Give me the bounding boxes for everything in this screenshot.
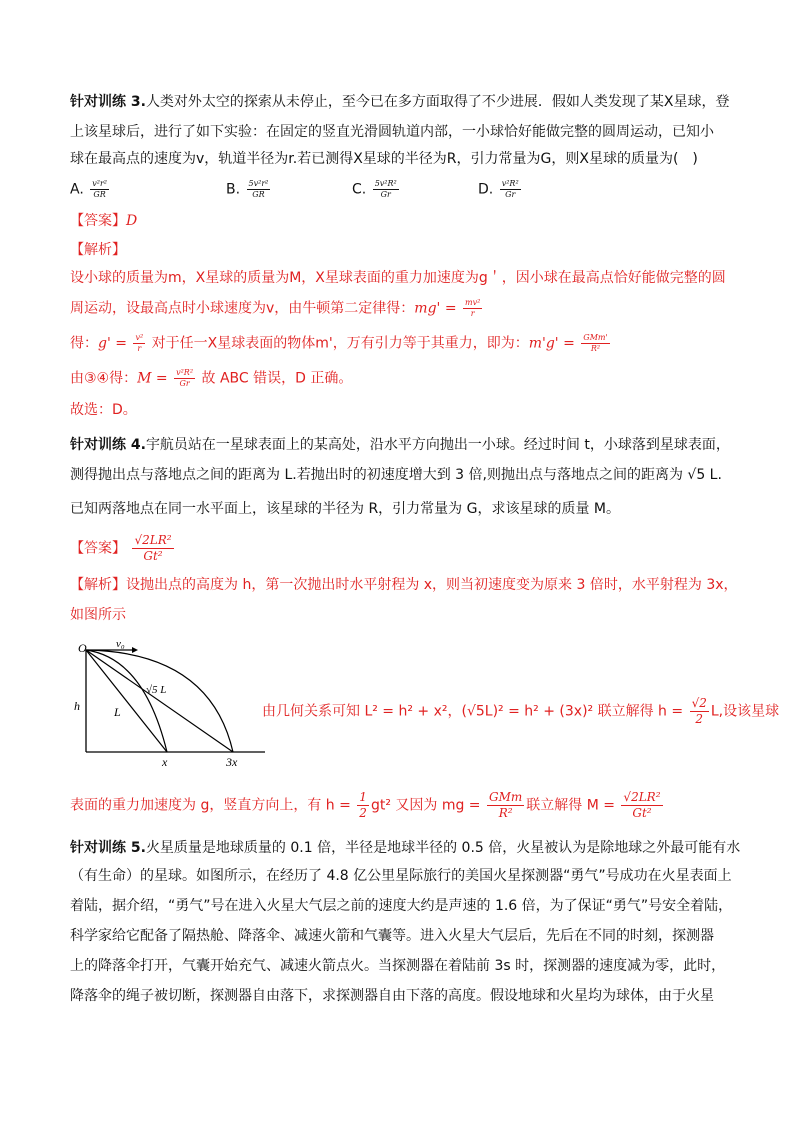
q3-analysis-1: 设小球的质量为m，X星球的质量为M，X星球表面的重力加速度为g＇，因小球在最高点恰好能做完整的圆 — [70, 270, 726, 286]
q4-geo-fraction: $\frac{√2}{2}$ — [691, 696, 707, 726]
label-L: L — [114, 705, 121, 719]
option-a-fraction: $\frac{\text{v²r²}}{GR}$ — [92, 179, 107, 199]
option-c-fraction: $\frac{\text{5v²R²}}{Gr}$ — [374, 179, 397, 199]
q4-half-fraction: $\frac{1}{2}$ — [359, 790, 367, 820]
q3-a3-fraction-2: $\frac{\text{GMm'}}{\text{R²}}$ — [583, 333, 608, 353]
q3-line3: 球在最高点的速度为v，轨道半径为r.若已测得X星球的半径为R，引力常量为G，则X星球的质量为( ) — [70, 151, 698, 167]
q5-line2: （有生命）的星球。如图所示，在经历了 4.8 亿公里星际旅行的美国火星探测器“勇气”号成功在火星表面上 — [70, 868, 732, 884]
option-d-fraction: $\frac{\text{v²R²}}{Gr}$ — [501, 179, 519, 199]
q3-a4-fraction: $\frac{\text{v²R²}}{Gr}$ — [176, 368, 194, 388]
label-x: x — [162, 755, 168, 769]
q3-label: 针对训练 3. — [70, 94, 146, 110]
v0-arrowhead — [132, 647, 138, 653]
q3-a2-fraction: $\frac{\text{mv²}}{r}$ — [465, 298, 481, 318]
q3-analysis-4: 由③④得：M = $\frac{\text{v²R²}}{Gr}$ 故 ABC 错误，D 正确。 — [70, 368, 353, 388]
chord-L — [86, 650, 167, 752]
q3-option-c[interactable]: C. $\frac{\text{5v²R²}}{Gr}$ — [352, 179, 397, 199]
projectile-diagram — [70, 638, 270, 774]
label-h: h — [74, 699, 80, 713]
q4-analysis-1: 【解析】设抛出点的高度为 h，第一次抛出时水平射程为 x，则当初速度变为原来 3 倍时，水平射程为 3x， — [70, 577, 738, 593]
q4-analysis-2: 如图所示 — [70, 607, 126, 623]
q4-label: 针对训练 4. — [70, 437, 146, 453]
q3-analysis-5: 故选：D。 — [70, 402, 137, 418]
q4-line2: 测得抛出点与落地点之间的距离为 L.若抛出时的初速度增大到 3 倍,则抛出点与落地点之间的距离为 √5 L. — [70, 467, 722, 483]
q3-analysis-2: 周运动，设最高点时小球速度为v，由牛顿第二定律得：mg' = $\frac{\text{mv²}}{r}$ — [70, 298, 481, 318]
q3-option-a[interactable]: A. $\frac{\text{v²r²}}{GR}$ — [70, 179, 107, 199]
q5-line5: 上的降落伞打开，气囊开始充气、减速火箭点火。当探测器在着陆前 3s 时，探测器的速度减为零，此时， — [70, 958, 726, 974]
label-O: O — [78, 641, 87, 655]
q5-line6: 降落伞的绳子被切断，探测器自由落下，求探测器自由下落的高度。假设地球和火星均为球体，由于火星 — [70, 988, 714, 1004]
q3-line2: 上该星球后，进行了如下实验：在固定的竖直光滑圆轨道内部，一小球恰好能做完整的圆周运动，已知小 — [70, 124, 714, 140]
q4-gravity-fraction: $\frac{\text{GMm}}{\text{R²}}$ — [488, 790, 523, 820]
q5-line1: 针对训练 5.火星质量是地球质量的 0.1 倍，半径是地球半径的 0.5 倍，火星被认为是除地球之外最可能有水 — [70, 840, 741, 856]
q4-mass-fraction: $\frac{\text{√2LR²}}{\text{Gt²}}$ — [623, 790, 661, 820]
label-v0: v₀ — [116, 638, 125, 650]
q3-analysis-3: 得：g' = $\frac{\text{v²}}{r}$ 对于任一X星球表面的物体m'，万有引力等于其重力，即为：m'g' = $\frac{\text{GMm'}}{\text{R²}}$ — [70, 333, 608, 353]
q4-answer-fraction: $\frac{\text{√2LR²}}{\text{Gt²}}$ — [134, 533, 172, 563]
q5-line3: 着陆，据介绍，“勇气”号在进入火星大气层之前的速度大约是声速的 1.6 倍，为了保证“勇气”号安全着陆， — [70, 898, 733, 914]
q4-final: 表面的重力加速度为 g，竖直方向上，有 h = $\frac{1}{2}$ gt² 又因为 mg = $\frac{\text{GMm}}{\text{R²}}$ 联立解得 M = $\frac{\text{√2LR²}}{\text{Gt²}}$ — [70, 790, 661, 820]
label-sqrt5L: √5 L — [146, 684, 167, 696]
option-b-fraction: $\frac{\text{5v²r²}}{GR}$ — [248, 179, 269, 199]
q4-geometry: 由几何关系可知 L² = h² + x²，(√5L)² = h² + (3x)² 联立解得 h = $\frac{√2}{2}$ L,设该星球 — [262, 696, 780, 726]
q5-line4: 科学家给它配备了隔热舱、降落伞、减速火箭和气囊等。进入火星大气层后，先后在不同的时刻，探测器 — [70, 928, 714, 944]
q3-answer: 【答案】D — [70, 213, 138, 229]
q3-option-b[interactable]: B. $\frac{\text{5v²r²}}{GR}$ — [226, 179, 269, 199]
q4-answer: 【答案】 $\frac{\text{√2LR²}}{\text{Gt²}}$ — [70, 533, 172, 563]
q4-line1: 针对训练 4.宇航员站在一星球表面上的某高处，沿水平方向抛出一小球。经过时间 t，小球落到星球表面， — [70, 437, 730, 453]
q3-a3-fraction: $\frac{\text{v²}}{r}$ — [135, 333, 144, 353]
q4-line3: 已知两落地点在同一水平面上，该星球的半径为 R，引力常量为 G，求该星球的质量 M。 — [70, 501, 621, 517]
label-3x: 3x — [226, 755, 238, 769]
q3-line1: 针对训练 3.人类对外太空的探索从未停止，至今已在多方面取得了不少进展．假如人类发现了某X星球，登 — [70, 94, 730, 110]
q3-analysis-label: 【解析】 — [70, 242, 126, 258]
q3-option-d[interactable]: D. $\frac{\text{v²R²}}{Gr}$ — [478, 179, 519, 199]
q5-label: 针对训练 5. — [70, 840, 146, 856]
